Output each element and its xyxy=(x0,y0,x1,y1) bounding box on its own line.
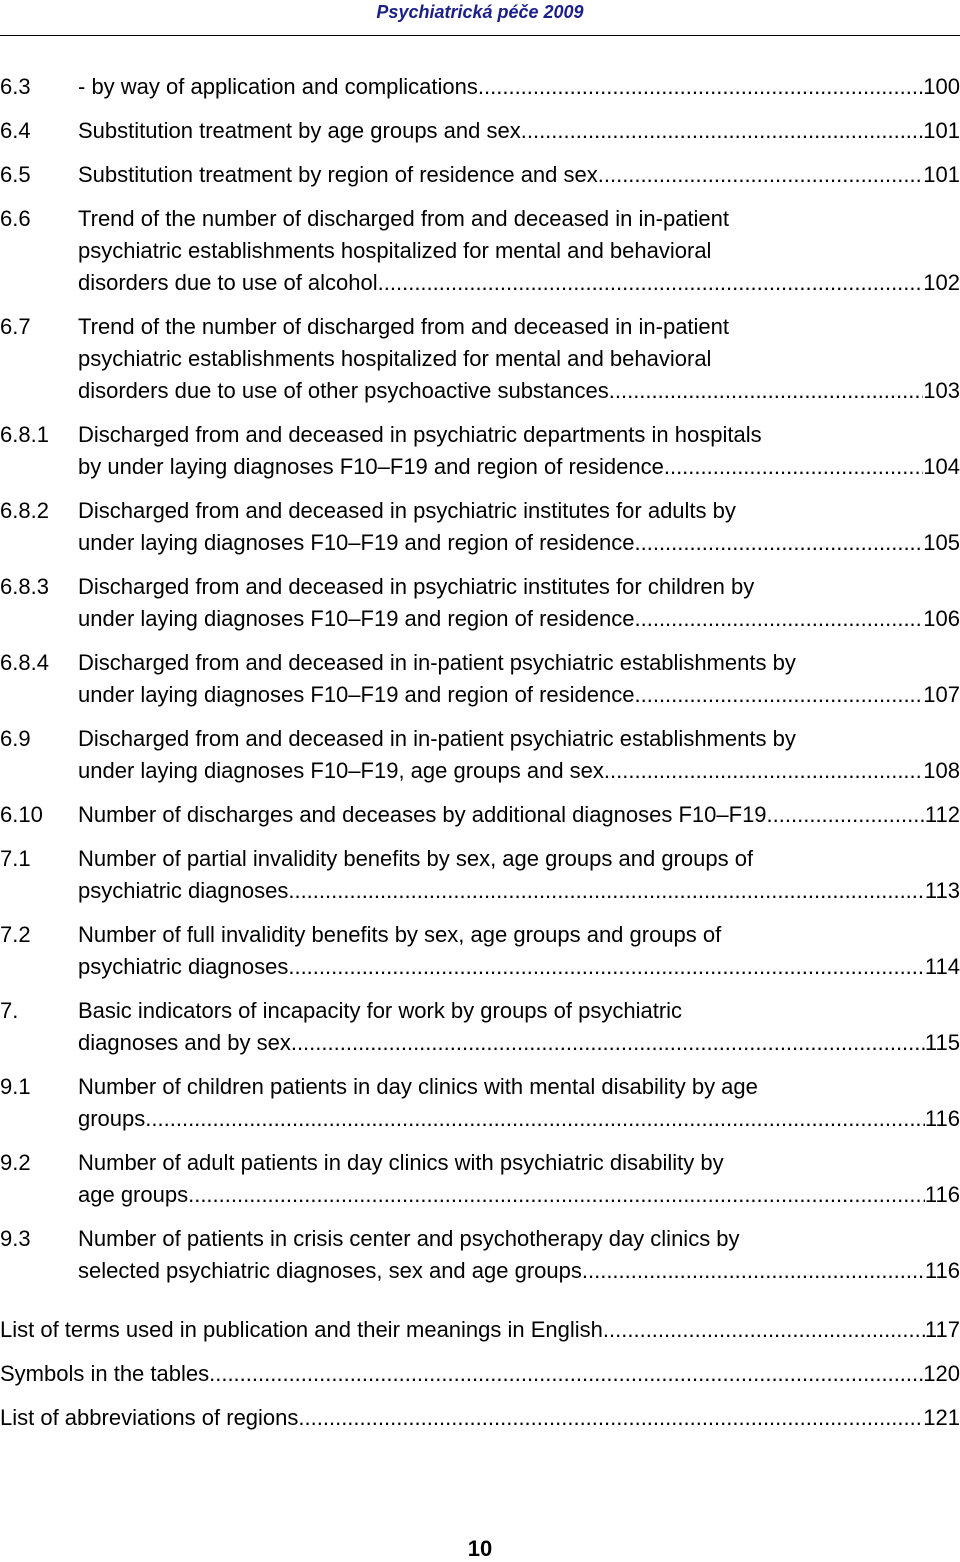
toc-entry-title: groups xyxy=(78,1106,146,1131)
toc-entry[interactable] xyxy=(0,571,960,635)
toc-entry-title-line: Discharged from and deceased in psychiatric departments in hospitals xyxy=(78,422,762,447)
toc-entry-number: 6.8.2 xyxy=(0,498,49,523)
toc-entry-page: 100 xyxy=(923,74,960,99)
dot-leader xyxy=(773,799,925,831)
dot-leader xyxy=(188,1179,925,1211)
toc-entry-page: 106 xyxy=(923,606,960,631)
toc-entry-title-line: Number of full invalidity benefits by sex, age groups and groups of xyxy=(78,922,722,947)
toc-appendix-entry[interactable] xyxy=(0,1314,960,1346)
header-divider xyxy=(0,35,960,36)
toc-entry[interactable] xyxy=(0,799,960,831)
toc-entry[interactable] xyxy=(0,723,960,787)
toc-entry-number: 6.3 xyxy=(0,74,31,99)
toc-entry-title-line: Discharged from and deceased in in-patient psychiatric establishments by xyxy=(78,726,796,751)
toc-entry-title: under laying diagnoses F10–F19 and region of residence xyxy=(78,682,635,707)
toc-entry-title-line: Discharged from and deceased in in-patient psychiatric establishments by xyxy=(78,650,796,675)
toc-entry-page: 113 xyxy=(924,878,960,903)
toc-entry[interactable] xyxy=(0,115,960,147)
dot-leader xyxy=(288,875,925,907)
toc-entry-title: under laying diagnoses F10–F19 and region of residence xyxy=(78,606,635,631)
toc-entry-page: 101 xyxy=(923,162,960,187)
toc-entry-number: 9.2 xyxy=(0,1150,31,1175)
toc-entry-number: 6.5 xyxy=(0,162,31,187)
dot-leader xyxy=(635,527,924,559)
dot-leader xyxy=(298,1402,923,1434)
toc-entry-page: 102 xyxy=(923,270,960,295)
toc-entry-title: psychiatric diagnoses xyxy=(78,878,289,903)
toc-entry-page: 116 xyxy=(924,1106,960,1131)
toc-entry-title-line: Basic indicators of incapacity for work by groups of psychiatric xyxy=(78,998,683,1023)
toc-appendix-entry[interactable] xyxy=(0,1402,960,1434)
toc-entry-title: diagnoses and by sex xyxy=(78,1030,291,1055)
toc-entry-title-line: Trend of the number of discharged from and deceased in in-patient xyxy=(78,206,730,231)
toc-entry[interactable] xyxy=(0,495,960,559)
toc-entry-number: 7.2 xyxy=(0,922,31,947)
toc-entry-number: 6.8.4 xyxy=(0,650,49,675)
toc-entry[interactable] xyxy=(0,843,960,907)
toc-entry-number: 6.10 xyxy=(0,802,43,827)
toc-appendix-entry[interactable] xyxy=(0,1358,960,1390)
dot-leader xyxy=(582,1255,925,1287)
dot-leader xyxy=(604,755,923,787)
table-of-contents xyxy=(0,71,960,1446)
toc-entry[interactable] xyxy=(0,159,960,191)
toc-entry-title: disorders due to use of other psychoactive substances xyxy=(78,378,609,403)
toc-entry-number: 6.4 xyxy=(0,118,31,143)
toc-entry-page: 112 xyxy=(924,802,960,827)
toc-entry-title: List of terms used in publication and their meanings in English xyxy=(0,1317,603,1342)
toc-entry-page: 120 xyxy=(923,1361,960,1386)
toc-entry-page: 116 xyxy=(924,1258,960,1283)
toc-entry-page: 116 xyxy=(924,1182,960,1207)
toc-entry-title: under laying diagnoses F10–F19, age groups and sex xyxy=(78,758,604,783)
toc-entry-page: 101 xyxy=(923,118,960,143)
toc-entry-title: psychiatric diagnoses xyxy=(78,954,289,979)
dot-leader xyxy=(209,1358,923,1390)
toc-entry[interactable] xyxy=(0,647,960,711)
toc-entry-page: 114 xyxy=(924,954,960,979)
dot-leader xyxy=(603,1314,925,1346)
toc-entry-number: 6.7 xyxy=(0,314,31,339)
toc-entry[interactable] xyxy=(0,203,960,299)
toc-entry[interactable] xyxy=(0,71,960,103)
toc-entry-title: by under laying diagnoses F10–F19 and region of residence xyxy=(78,454,664,479)
toc-entry-title-line: Discharged from and deceased in psychiatric institutes for children by xyxy=(78,574,755,599)
toc-entry-title: List of abbreviations of regions xyxy=(0,1405,299,1430)
toc-entry-title: Number of discharges and deceases by additional diagnoses F10–F19. xyxy=(78,802,773,827)
toc-entry[interactable] xyxy=(0,995,960,1059)
page-number: 10 xyxy=(467,1536,493,1561)
toc-entry-page: 121 xyxy=(923,1405,960,1430)
toc-entry-number: 6.8.1 xyxy=(0,422,49,447)
toc-entry-page: 108 xyxy=(923,758,960,783)
toc-entry-title-line: Number of patients in crisis center and psychotherapy day clinics by xyxy=(78,1226,740,1251)
toc-entry-title-line: psychiatric establishments hospitalized for mental and behavioral xyxy=(78,238,712,263)
toc-entry-title: age groups xyxy=(78,1182,189,1207)
toc-entry-title-line: Number of adult patients in day clinics with psychiatric disability by xyxy=(78,1150,724,1175)
toc-entry-title-line: psychiatric establishments hospitalized for mental and behavioral xyxy=(78,346,712,371)
dot-leader xyxy=(609,375,924,407)
toc-entry[interactable] xyxy=(0,419,960,483)
toc-entry-page: 107 xyxy=(923,682,960,707)
toc-entry-number: 6.9 xyxy=(0,726,31,751)
dot-leader xyxy=(635,679,924,711)
toc-entry[interactable] xyxy=(0,919,960,983)
toc-entry-number: 6.8.3 xyxy=(0,574,49,599)
toc-entry-number: 7.1 xyxy=(0,846,31,871)
dot-leader xyxy=(378,267,924,299)
dot-leader xyxy=(291,1027,925,1059)
toc-entry-title: selected psychiatric diagnoses, sex and age groups xyxy=(78,1258,582,1283)
toc-entry-title: - by way of application and complications xyxy=(78,74,478,99)
toc-entry-page: 105 xyxy=(923,530,960,555)
toc-entry-title-line: Trend of the number of discharged from and deceased in in-patient xyxy=(78,314,730,339)
toc-entry-page: 117 xyxy=(924,1317,960,1342)
dot-leader xyxy=(635,603,924,635)
toc-entry-number: 9.1 xyxy=(0,1074,31,1099)
toc-entry-title: under laying diagnoses F10–F19 and region of residence xyxy=(78,530,635,555)
toc-entry-title-line: Number of partial invalidity benefits by sex, age groups and groups of xyxy=(78,846,754,871)
toc-entry-number: 7. xyxy=(0,998,19,1023)
dot-leader xyxy=(664,451,923,483)
dot-leader xyxy=(527,115,923,147)
toc-entry[interactable] xyxy=(0,1071,960,1135)
toc-entry-title-line: Discharged from and deceased in psychiatric institutes for adults by xyxy=(78,498,736,523)
toc-entry-title-line: Number of children patients in day clinics with mental disability by age xyxy=(78,1074,758,1099)
toc-entry-page: 115 xyxy=(924,1030,960,1055)
running-header: Psychiatrická péče 2009 xyxy=(376,2,584,22)
dot-leader xyxy=(478,71,923,103)
toc-entry[interactable] xyxy=(0,1147,960,1211)
toc-entry-title: Symbols in the tables xyxy=(0,1361,210,1386)
dot-leader xyxy=(145,1103,925,1135)
toc-entry[interactable] xyxy=(0,311,960,407)
toc-entry-number: 9.3 xyxy=(0,1226,31,1251)
toc-entry[interactable] xyxy=(0,1223,960,1287)
dot-leader xyxy=(598,159,924,191)
toc-entry-title: Substitution treatment by region of residence and sex xyxy=(78,162,598,187)
dot-leader xyxy=(288,951,925,983)
toc-entry-number: 6.6 xyxy=(0,206,31,231)
toc-entry-title: Substitution treatment by age groups and sex. xyxy=(78,118,527,143)
toc-entry-title: disorders due to use of alcohol xyxy=(78,270,378,295)
toc-entry-page: 103 xyxy=(923,378,960,403)
toc-entry-page: 104 xyxy=(923,454,960,479)
